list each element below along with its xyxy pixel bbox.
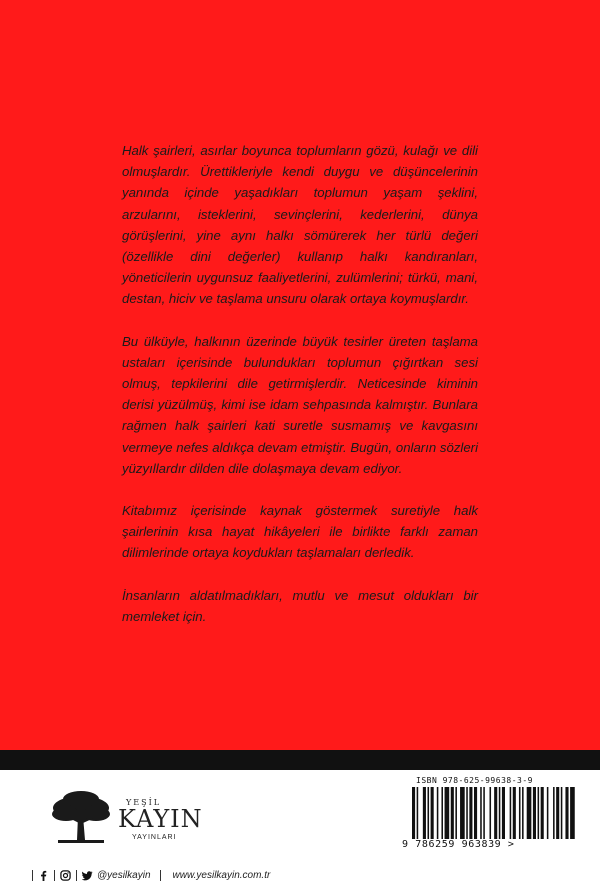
barcode-bar <box>502 787 505 839</box>
blurb-paragraph-2: Bu ülküyle, halkının üzerinde büyük tesirler üreten taşlama ustaları içerisinde bulundukları toplumun çığırtkan sesi olmuş, tepkilerini dile getirmişlerdir. Neticesinde kiminin derisi yüzülmüş, kimi ise idam sehpasında kalmıştır. Bunlara rağmen halk şairleri kati suretle susmamış ve kavgasını vermeye nefes aldıkça devam etmiştir. Bugün, onların sözleri yüzyıllardır dilden dile dolaşmaya devam ediyor. <box>122 333 478 476</box>
barcode-bar <box>541 787 544 839</box>
barcode-bar <box>519 787 521 839</box>
publisher-name-bottom: YAYINLARI <box>132 834 177 841</box>
divider <box>54 870 55 881</box>
divider <box>76 870 77 881</box>
twitter-icon[interactable] <box>82 870 93 881</box>
barcode-bar <box>547 787 549 839</box>
barcode-bar <box>570 787 575 839</box>
divider <box>160 870 161 881</box>
barcode-bar <box>441 787 443 839</box>
barcode-image <box>410 787 578 839</box>
publisher-name-main: KAYIN <box>118 805 203 833</box>
barcode-bar <box>494 787 497 839</box>
blurb-paragraph-1: Halk şairleri, asırlar boyunca toplumların gözü, kulağı ve dili olmuşlardır. Ürettikleriyle kendi duygu ve düşüncelerinin yanında içinde yaşadıkları toplumun yaşam şeklini, arzularını, isteklerini, sevinçlerini, kederlerini, dünya görüşlerini, yine aynı halkı sömürerek her türlü değeri (özellikle dini değerler) kullanıp halkı kandıranları, yöneticilerin uygunsuz faaliyetlerini, zulümlerini; türkü, mani, destan, hiciv ve taşlama unsuru olarak ortaya koymuşlardır. <box>122 143 478 307</box>
blurb-paragraph-3: Kitabımız içerisinde kaynak göstermek suretiyle halk şairlerinin kısa hayat hikâyeleri ile birlikte farklı zaman dilimlerinde ortaya koydukları taşlamaları derledik. <box>122 503 478 561</box>
barcode-bar <box>480 787 482 839</box>
barcode-bar <box>522 787 524 839</box>
barcode-bar <box>451 787 454 839</box>
barcode-bar <box>412 787 415 839</box>
barcode-bar <box>474 787 477 839</box>
blurb-text <box>122 140 478 648</box>
barcode-bar <box>490 787 492 839</box>
barcode-bar <box>423 787 426 839</box>
facebook-icon[interactable] <box>38 870 49 881</box>
barcode-bar <box>553 787 555 839</box>
barcode-bar <box>556 787 559 839</box>
tree-icon <box>50 788 112 850</box>
bottom-strip <box>0 770 600 889</box>
barcode-bar <box>561 787 563 839</box>
barcode-bar <box>527 787 532 839</box>
barcode-digits: 9 786259 963839 > <box>402 839 515 850</box>
barcode-bar <box>417 787 419 839</box>
barcode-bar <box>428 787 430 839</box>
black-band <box>0 750 600 770</box>
barcode-bar <box>538 787 540 839</box>
barcode-bar <box>460 787 465 839</box>
barcode-bar <box>533 787 536 839</box>
blurb-paragraph-4: İnsanların aldatılmadıkları, mutlu ve mesut oldukları bir memleket için. <box>122 587 478 624</box>
publisher-logo <box>50 784 203 854</box>
barcode-bar <box>466 787 468 839</box>
barcode-bar <box>499 787 501 839</box>
social-handle[interactable]: @yesilkayin <box>97 869 151 881</box>
footer-bar <box>28 867 270 883</box>
barcode-bar <box>510 787 512 839</box>
barcode-box <box>398 776 590 856</box>
barcode-bar <box>455 787 457 839</box>
instagram-icon[interactable] <box>60 870 71 881</box>
barcode-bar <box>437 787 439 839</box>
publisher-name-top: YEŞİL <box>126 798 162 807</box>
website-link[interactable]: www.yesilkayin.com.tr <box>172 869 271 881</box>
barcode-bar <box>483 787 485 839</box>
barcode-bar <box>445 787 450 839</box>
divider <box>32 870 33 881</box>
barcode-bar <box>431 787 434 839</box>
barcode-bar <box>513 787 516 839</box>
barcode-bar <box>565 787 568 839</box>
barcode-bar <box>469 787 472 839</box>
isbn-text: ISBN 978-625-99638-3-9 <box>416 776 533 785</box>
